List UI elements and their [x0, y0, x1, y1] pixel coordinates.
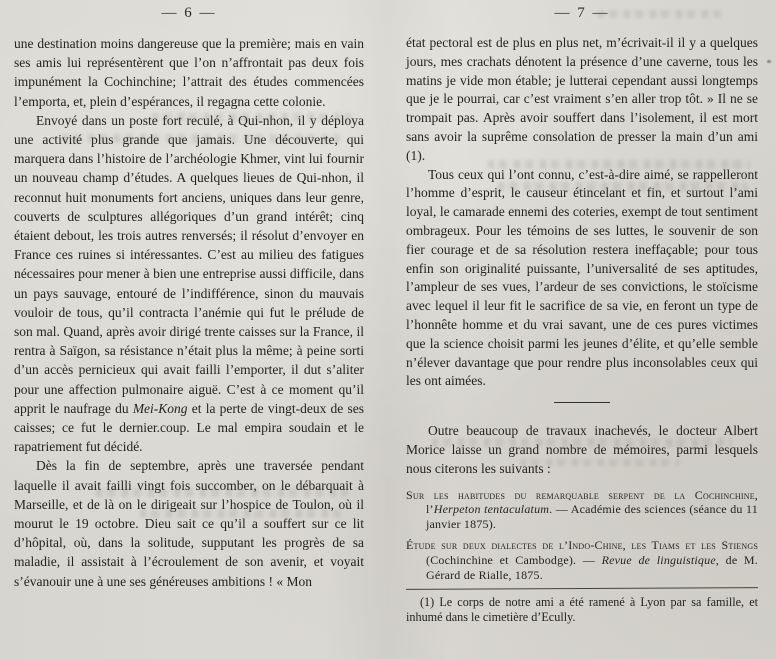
bleedthrough-artifact — [520, 459, 680, 466]
paragraph: Envoyé dans un poste fort reculé, à Qui-nhon, il y déploya une activité plus grande que jamais. Une découverte, qui marquera dans l’histoire de l’archéologie Khmer, vint lui fournir un nouveau champ d’études. A quelques lieues de Qui-nhon, il reconnut huit monuments fort anciens, uniques dans leur genre, couverts de sculptures allégoriques d’un grand intérêt; cinq étaient debout, les trois autres renversés; il résolut d’envoyer en France ces ruines si intéressantes. C’est au milieu des fatigues nécessaires pour mener à bien une entreprise aussi difficile, dans un pays sauvage, entouré de l’indifférence, sinon du mauvais vouloir de tous, qu’il contracta l’anémie qui fut le prélude de son mal. Quand, après avoir dirigé trente caisses sur la France, il rentra à Saïgon, sa résistance n’était plus la même; à peine sorti d’un accès pernicieux qui avait failli l’emporter, il dut s’aliter pour une affection pulmonaire aiguë. C’est à ce moment qu’il apprit le naufrage du Mei-Kong et la perte de vingt-deux de ses caisses; ce fut le dernier.coup. Le mal empira soudain et le rapatriement fut décidé. — [14, 112, 364, 455]
page-7-text-column — [406, 34, 758, 625]
bleedthrough-artifact — [488, 160, 750, 169]
bibliography-entry: Sur les habitudes du remarquable serpent de la Cochinchine, l’Herpeton tentaculatum. — Académie des sciences (séance du 11 janvier 1875). — [406, 487, 758, 532]
page-number-right: — 7 — — [554, 5, 610, 21]
bleedthrough-artifact — [432, 438, 732, 447]
bleedthrough-artifact — [96, 488, 348, 497]
ink-speck — [767, 60, 771, 63]
paragraph: état pectoral est de plus en plus net, m’écrivait-il il y a quelques jours, mes crachats dénotent la présence d’une caverne, tous les matins je vide mon étable; je lutterai cependant aussi longtemps que je le pourrai, car c’est vraiment s’en aller trop tôt. » Il ne se trompait pas. Après avoir souffert dans l’isolement, il est mort sans avoir la suprême consolation de presser la main d’un ami (1). — [406, 35, 758, 163]
page-number-left: — 6 — — [161, 5, 217, 21]
paragraph: une destination moins dangereuse que la première; mais en vain ses amis lui représentèrent que l’on n’affrontait pas deux fois impunément la Cochinchine; l’attrait des études commencées l’emporta, et, plein d’espérances, il regagna cette colonie. — [14, 36, 364, 109]
bleedthrough-artifact — [140, 509, 348, 518]
bleedthrough-artifact — [598, 10, 723, 18]
bleedthrough-artifact — [498, 182, 748, 191]
bibliography-list — [406, 488, 758, 583]
section-divider-rule — [554, 402, 610, 403]
footnote: (1) Le corps de notre ami a été ramené à Lyon par sa famille, et inhumé dans le cimetière d’Ecully. — [406, 595, 758, 625]
bleedthrough-artifact — [62, 134, 340, 143]
paragraph: Outre beaucoup de travaux inachevés, le docteur Albert Morice laisse un grand nombre de mémoires, parmi lesquels nous citerons les suivants : — [406, 423, 758, 476]
paragraph: Dès la fin de septembre, après une traversée pendant laquelle il avait failli vingt fois succomber, on le débarquait à Marseille, et de là on le dirigeait sur l’hospice de Toulon, où il mourut le 19 octobre. Dieu sait ce qu’il a souffert sur ce lit d’hôpital, où, dans la solitude, supputant les progrès de sa maladie, il assistait à l’écroulement de son avenir, et voyait s’évanouir une à une ses généreuses ambitions ! « Mon — [14, 458, 364, 589]
paragraph: Tous ceux qui l’ont connu, c’est-à-dire aimé, se rappelleront l’homme d’esprit, le causeur étincelant et fin, et surtout l’ami loyal, le camarade ennemi des coteries, exempt de tout sentiment ombrageux. Pour les témoins de ses luttes, le souvenir de son fier courage et de sa résolution restera ineffaçable; pour tous enfin son originalité puissante, l’universalité de ses aptitudes, l’ampleur de ses vues, l’ardeur de ses convictions, le stoïcisme avec lequel il leur fit le sacrifice de sa vie, en feront un type de l’honnête homme et du vrai savant, une de ces pures victimes que la science choisit parmi les jeunes d’élite, et qu’elle semble n’élever davantage que pour rendre plus inconsolables ceux qui les ont aimées. — [406, 166, 758, 389]
bibliography-entry: Étude sur deux dialectes de l’Indo-Chine, les Tiams et les Stiengs (Cochinchine et Cambodge). — Revue de linguistique, de M. Gérard de Rialle, 1875. — [406, 537, 758, 582]
footnote-separator-rule — [406, 587, 758, 590]
bleedthrough-artifact — [152, 113, 352, 122]
